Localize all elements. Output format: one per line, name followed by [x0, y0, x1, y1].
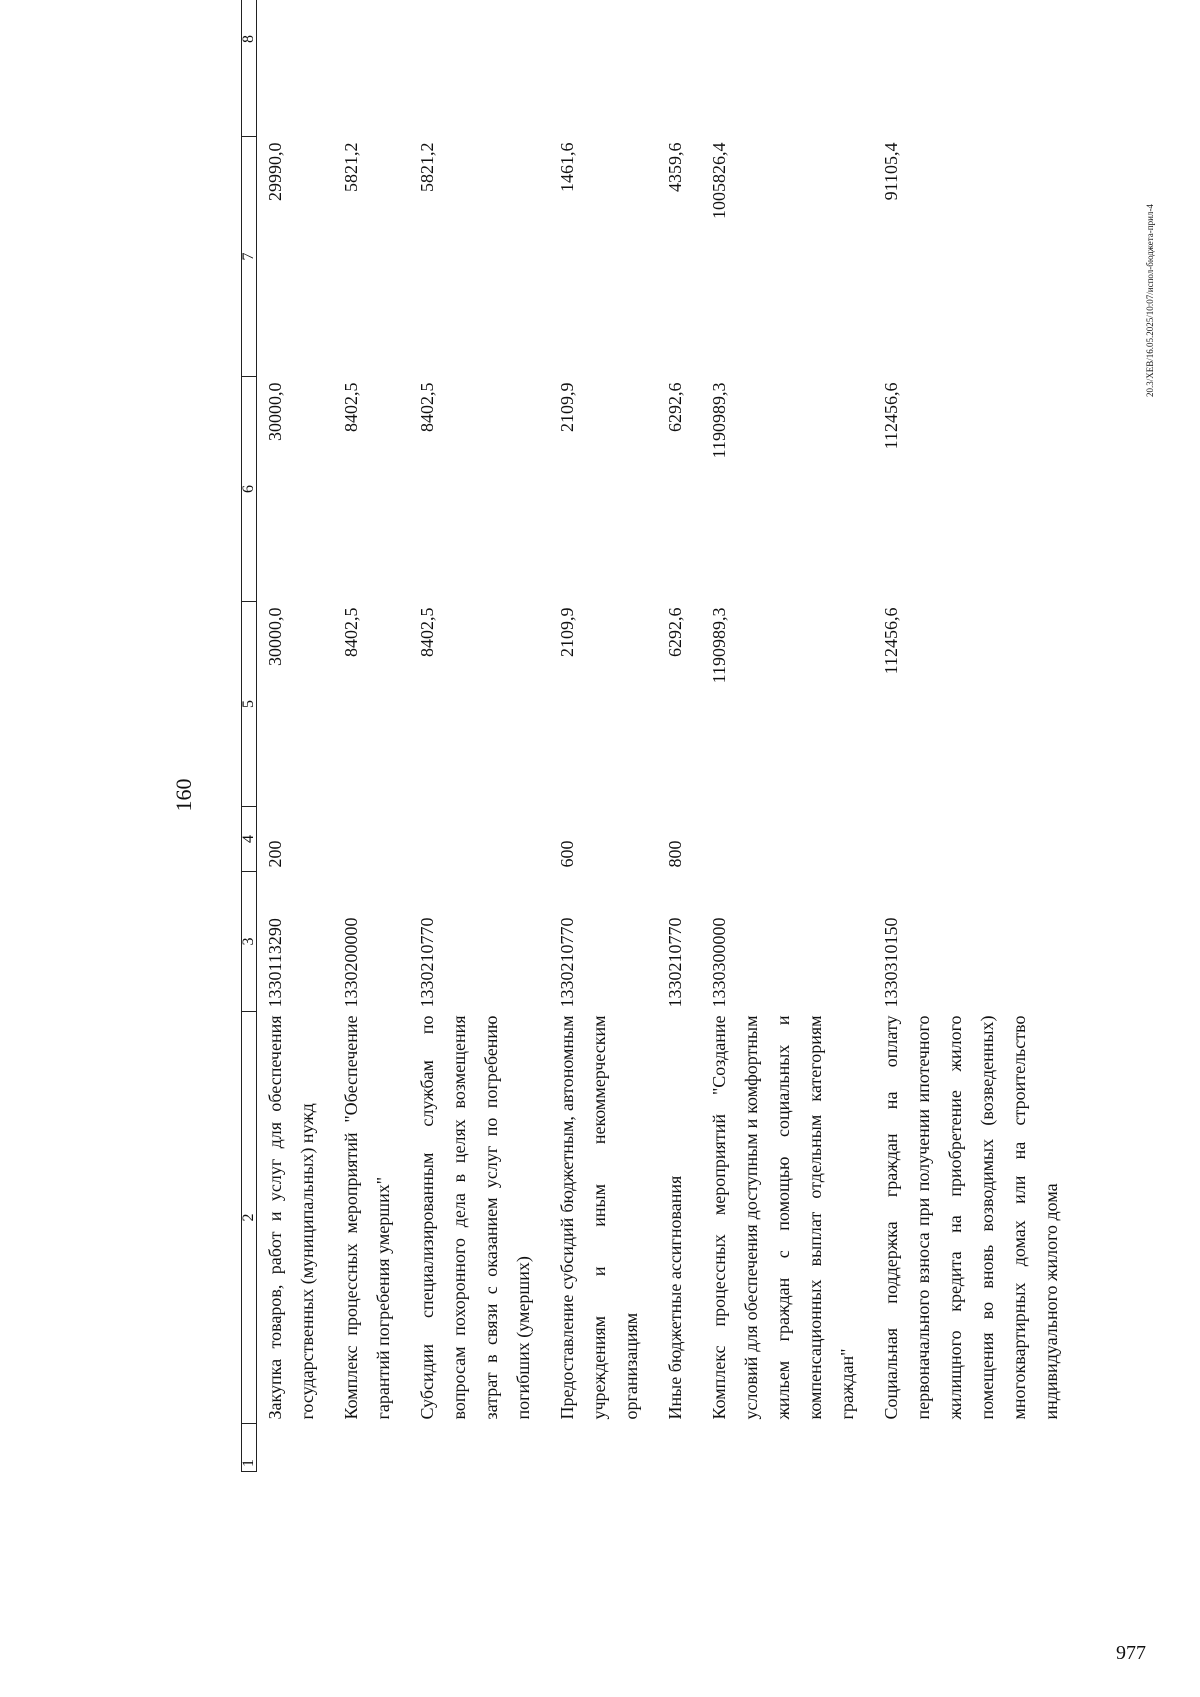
row-name: Иные бюджетные ассигнования — [665, 1175, 685, 1420]
row-value-8 — [549, 0, 657, 137]
header-col-5: 5 — [242, 602, 257, 807]
row-code: 1330210770 — [665, 917, 685, 1008]
row-value-8 — [657, 0, 701, 137]
sheet-number: 160 — [171, 778, 196, 812]
row-kind: 800 — [665, 840, 685, 868]
table-row — [549, 0, 657, 1472]
row-code: 1330300000 — [709, 917, 729, 1008]
row-kind: 600 — [557, 840, 577, 868]
header-col-8: 8 — [242, 0, 257, 137]
row-value-6: 1190989,3 — [709, 382, 729, 459]
row-value-6: 6292,6 — [665, 382, 685, 432]
row-value-7: 5821,2 — [341, 142, 361, 192]
row-kind — [701, 807, 873, 872]
header-col-6: 6 — [242, 377, 257, 602]
row-value-6: 2109,9 — [557, 382, 577, 432]
row-kind: 200 — [265, 840, 285, 868]
row-name: Предоставление субсидий бюджетным, автономным учреждениям и иным некоммерческим организациям — [557, 1015, 641, 1420]
row-value-7: 4359,6 — [665, 142, 685, 192]
row-value-6: 8402,5 — [341, 382, 361, 432]
footer-code: 20.3/XEB/16.05.2025/10:07/испол-бюджета-прил-4 — [1145, 204, 1155, 397]
row-value-8 — [257, 0, 334, 137]
table-row — [333, 0, 409, 1472]
row-value-6: 8402,5 — [417, 382, 437, 432]
row-kind — [333, 807, 409, 872]
row-kind — [873, 807, 1077, 872]
row-name: Закупка товаров, работ и услуг для обеспечения государственных (муниципальных) нужд — [265, 1015, 317, 1420]
table-row — [701, 0, 873, 1472]
row-name: Комплекс процессных мероприятий "Создание условий для обеспечения доступным и комфортным жильем граждан с помощью социальных и компенсационных выплат отдельным категориям граждан" — [709, 1015, 857, 1420]
page-number: 977 — [1116, 1642, 1146, 1664]
row-value-6: 112456,6 — [881, 382, 901, 450]
row-code: 1330210770 — [417, 917, 437, 1008]
row-name: Комплекс процессных мероприятий "Обеспечение гарантий погребения умерших" — [341, 1015, 393, 1420]
row-value-5: 8402,5 — [417, 607, 437, 657]
header-col-1: 1 — [242, 1424, 257, 1472]
row-value-7: 91105,4 — [881, 142, 901, 201]
row-name: Социальная поддержка граждан на оплату первоначального взноса при получении ипотечного жилищного кредита на приобретение жилого помещения во вновь возводимых (возведенных) многоквартирных домах или на строительство индивидуального жилого дома — [881, 1015, 1061, 1420]
row-value-7: 29990,0 — [265, 142, 285, 201]
row-name: Субсидии специализированным службам по вопросам похоронного дела в целях возмещения затрат в связи с оказанием услуг по погребению погибших (умерших) — [417, 1015, 533, 1420]
row-value-5: 6292,6 — [665, 607, 685, 657]
row-value-7: 1005826,4 — [709, 142, 729, 219]
budget-table — [241, 0, 1077, 1472]
row-value-8 — [409, 0, 549, 137]
row-code: 1330200000 — [341, 917, 361, 1008]
row-value-5: 2109,9 — [557, 607, 577, 657]
table-row — [409, 0, 549, 1472]
table-row — [657, 0, 701, 1472]
row-value-5: 8402,5 — [341, 607, 361, 657]
header-col-2: 2 — [242, 1012, 257, 1424]
row-kind — [409, 807, 549, 872]
header-col-4: 4 — [242, 807, 257, 872]
row-code: 1330210770 — [557, 917, 577, 1008]
row-value-5: 112456,6 — [881, 607, 901, 675]
row-value-7: 5821,2 — [417, 142, 437, 192]
rotated-sheet — [170, 0, 1155, 1477]
header-col-3: 3 — [242, 872, 257, 1012]
row-value-8 — [701, 0, 873, 137]
row-value-8 — [873, 0, 1077, 137]
table-row — [257, 0, 334, 1472]
header-row — [242, 0, 257, 1472]
table-row — [873, 0, 1077, 1472]
row-code: 1330310150 — [881, 917, 901, 1008]
row-code: 1330113290 — [265, 918, 285, 1008]
row-value-5: 30000,0 — [265, 607, 285, 666]
header-col-7: 7 — [242, 137, 257, 377]
row-value-8 — [333, 0, 409, 137]
row-value-5: 1190989,3 — [709, 607, 729, 684]
row-value-7: 1461,6 — [557, 142, 577, 192]
row-value-6: 30000,0 — [265, 382, 285, 441]
